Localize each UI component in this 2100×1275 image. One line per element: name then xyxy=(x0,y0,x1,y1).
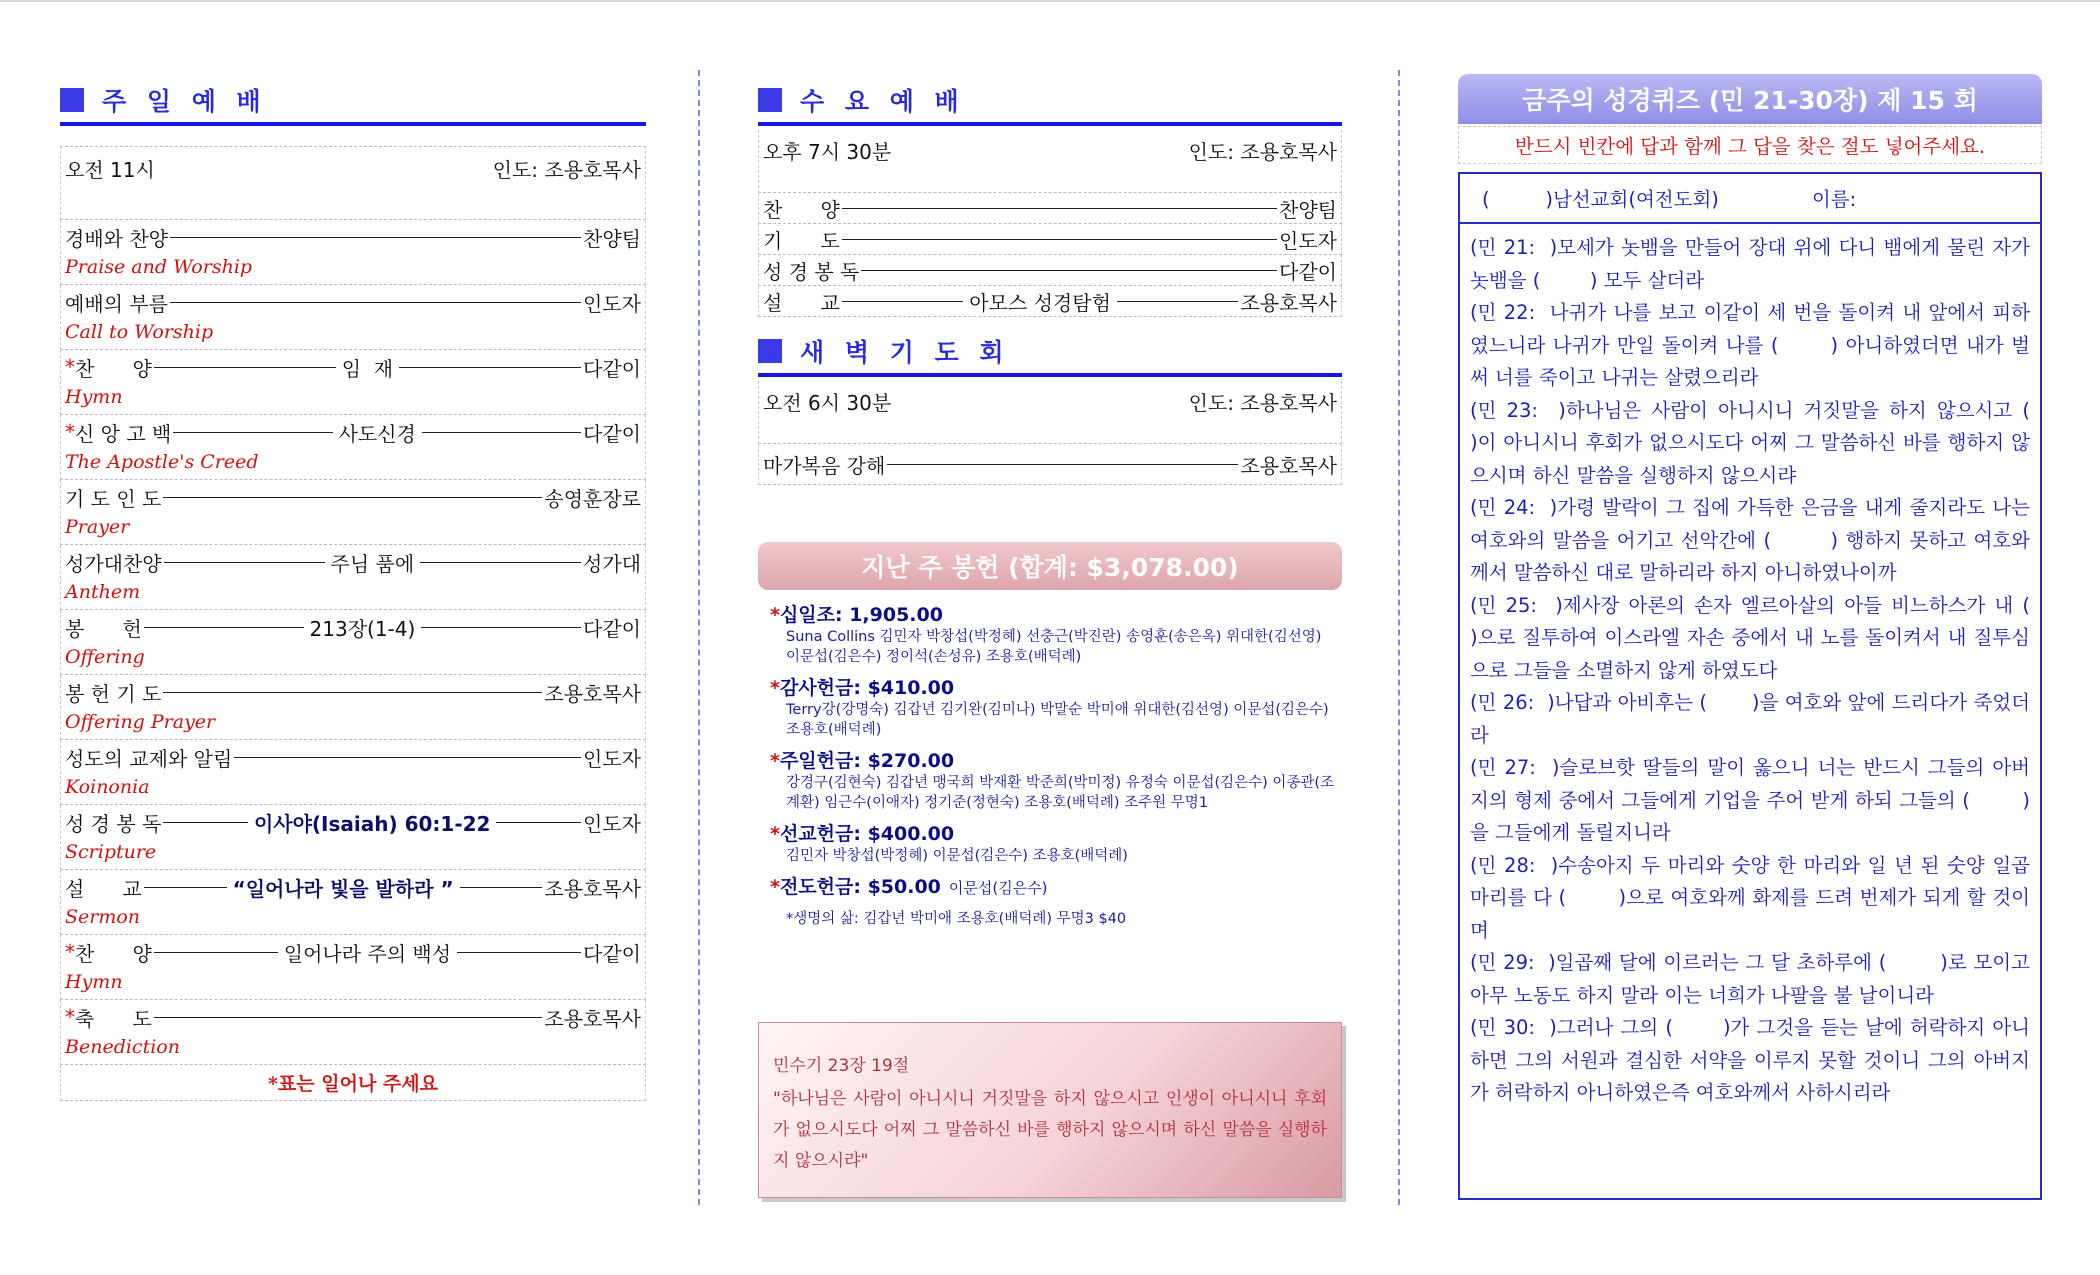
sunday-item-english: Sermon xyxy=(65,906,141,928)
leader-line xyxy=(173,432,332,433)
wednesday-item-line xyxy=(759,255,1341,286)
wednesday-time-row xyxy=(758,130,1342,193)
leader-line xyxy=(154,1017,543,1018)
sunday-item-person: 성가대 xyxy=(583,551,641,576)
sunday-item-detail: 일어나라 주의 백성 xyxy=(283,941,452,966)
sunday-title: 주 일 예 배 xyxy=(102,87,267,116)
sunday-item xyxy=(60,805,646,870)
verse-box xyxy=(758,1022,1342,1198)
sunday-item xyxy=(60,480,646,545)
sunday-item-english: Hymn xyxy=(65,971,123,993)
sunday-item xyxy=(60,285,646,350)
stand-mark: * xyxy=(65,420,75,444)
dawn-title-row xyxy=(758,331,1342,371)
sunday-item-detail: “일어나라 빛을 발하라 ” xyxy=(232,876,454,901)
offering-group-amount: 주일헌금: $270.00 xyxy=(779,750,955,772)
sunday-item-label: 설 교 xyxy=(65,876,142,901)
offering-life-note: *생명의 삶: 김갑년 박미애 조용호(배덕례) 무명3 $40 xyxy=(786,911,1127,927)
sunday-item-person: 다같이 xyxy=(583,941,642,966)
offering-group-amount: 십일조: 1,905.00 xyxy=(779,604,943,626)
sunday-item xyxy=(60,1000,646,1065)
offering-group-amount: 선교헌금: $400.00 xyxy=(779,823,955,845)
asterisk-mark: * xyxy=(770,876,780,898)
sunday-item-label: 신 앙 고 백 xyxy=(75,421,172,446)
sunday-item-english: Call to Worship xyxy=(65,321,214,343)
sunday-item-english: Prayer xyxy=(65,516,130,538)
sunday-item-detail: 이사야(Isaiah) 60:1-22 xyxy=(253,811,491,836)
square-bullet-icon xyxy=(60,88,84,112)
sunday-item-person: 송영훈장로 xyxy=(544,486,641,511)
offering-list xyxy=(770,594,1336,929)
offering-group-names: Terry강(강명숙) 김갑년 김기완(김미나) 박말순 박미애 위대한(김선영) 이문섭(김은수) 조용호(배덕례) xyxy=(786,702,1329,738)
asterisk-mark: * xyxy=(770,823,780,845)
offering-group-names: Suna Collins 김민자 박창섭(박정혜) 선충근(박진란) 송영훈(송은옥) 위대한(김선영) 이문섭(김은수) 정이석(손성유) 조용호(배덕례) xyxy=(786,629,1322,665)
leader-line xyxy=(1117,301,1239,302)
sunday-item-line xyxy=(61,805,645,839)
wednesday-item-label: 성 경 봉 독 xyxy=(763,260,860,284)
sunday-item-english: Praise and Worship xyxy=(65,256,253,278)
dawn-item-person: 조용호목사 xyxy=(1240,453,1337,478)
dawn-item-line xyxy=(759,444,1341,484)
dawn-leader: 인도: 조용호목사 xyxy=(1188,390,1337,415)
dawn-item-label: 마가복음 강해 xyxy=(763,453,886,478)
dawn-title-underline xyxy=(758,373,1342,377)
sunday-item-english: Offering xyxy=(65,646,145,668)
leader-line xyxy=(842,239,1277,240)
sunday-item-line xyxy=(61,220,645,254)
wednesday-item-detail: 아모스 성경탐험 xyxy=(969,291,1111,315)
sunday-time: 오전 11시 xyxy=(65,157,155,182)
wednesday-order-list xyxy=(758,193,1342,317)
sunday-item-person: 인도자 xyxy=(583,746,641,771)
wednesday-item xyxy=(758,286,1342,317)
asterisk-mark: * xyxy=(770,604,780,626)
sunday-item-person: 조용호목사 xyxy=(544,1006,641,1031)
wednesday-item xyxy=(758,193,1342,224)
leader-line xyxy=(164,562,325,563)
quiz-question: (민 30: )그러나 그의 ( )가 그것을 듣는 날에 허락하지 아니하면 그의 서원과 결심한 서약을 이루지 못할 것이니 그의 아버지가 허락하지 아니하였은즉 여호와께서 사하시리라 xyxy=(1470,1016,2030,1104)
sunday-item-english: Hymn xyxy=(65,386,123,408)
offering-group-title xyxy=(770,819,1336,846)
offering-group-names: 강경구(김현숙) 김갑년 맹국희 박재환 박준희(박미정) 유정숙 이문섭(김은수) 이종관(조계환) 임근수(이애자) 정기준(정현숙) 조용호(배덕례) 조주원 무명1 xyxy=(786,775,1335,811)
sunday-item-line xyxy=(61,480,645,514)
quiz-question: (민 27: )슬로브핫 딸들의 말이 옳으니 너는 반드시 그들의 아버지의 형제 중에서 그들에게 기업을 주어 받게 하되 그들의 ( )을 그들에게 돌릴지니라 xyxy=(1470,756,2030,844)
sunday-item-line xyxy=(61,415,645,449)
sunday-item-line xyxy=(61,545,645,579)
wednesday-item-person: 다같이 xyxy=(1279,260,1337,284)
dawn-item xyxy=(758,444,1342,485)
wednesday-item-person: 조용호목사 xyxy=(1240,291,1338,315)
sunday-item-detail: 주님 품에 xyxy=(330,551,415,576)
sunday-item-label: 봉 헌 xyxy=(65,616,142,641)
sunday-title-underline xyxy=(60,122,646,126)
leader-line xyxy=(460,887,543,888)
sunday-footnote-row xyxy=(60,1065,646,1101)
sunday-item-line xyxy=(61,350,645,384)
sunday-item xyxy=(60,545,646,610)
sunday-item xyxy=(60,740,646,805)
offering-group-title xyxy=(770,673,1336,700)
sunday-item-person: 조용호목사 xyxy=(544,876,641,901)
sunday-item-english: Benediction xyxy=(65,1036,180,1058)
sunday-leader: 인도: 조용호목사 xyxy=(492,157,641,182)
sunday-item-label: 찬 양 xyxy=(75,941,152,966)
wednesday-time: 오후 7시 30분 xyxy=(763,139,892,164)
quiz-header xyxy=(1458,74,2042,124)
sunday-item-person: 인도자 xyxy=(583,811,641,836)
quiz-question: (민 25: )제사장 아론의 손자 엘르아살의 아들 비느하스가 내 ( )으로 질투하여 이스라엘 자손 중에서 내 노를 돌이켜서 내 질투심으로 그들을 소멸하지 않게 하였도다 xyxy=(1470,593,2080,682)
sunday-item-label: 성도의 교제와 알림 xyxy=(65,746,233,771)
wednesday-leader: 인도: 조용호목사 xyxy=(1188,139,1337,164)
offering-group-names: 김민자 박창섭(박정혜) 이문섭(김은수) 조용호(배덕례) xyxy=(786,848,1128,864)
asterisk-mark: * xyxy=(770,677,780,699)
wednesday-service xyxy=(758,80,1342,485)
sunday-item xyxy=(60,935,646,1000)
sunday-item-label: 봉 헌 기 도 xyxy=(65,681,162,706)
sunday-item-person: 찬양팀 xyxy=(583,226,641,251)
quiz-entry-row[interactable] xyxy=(1460,174,2040,224)
sunday-item-line xyxy=(61,740,645,774)
leader-line xyxy=(170,237,581,238)
sunday-service xyxy=(60,80,646,1101)
dawn-title: 새 벽 기 도 회 xyxy=(800,338,1010,367)
quiz-question: (민 23: )하나님은 사람이 아니시니 거짓말을 하지 않으시고 ( )이 아니시니 후회가 없으시도다 어찌 그 말씀하신 바를 행하지 않으시며 하신 말씀을 실행하지 않으시랴 xyxy=(1470,398,2080,487)
leader-line xyxy=(170,302,581,303)
sunday-item-english: Koinonia xyxy=(65,776,150,798)
quiz-question: (민 29: )일곱째 달에 이르러는 그 달 초하루에 ( )로 모이고 아무 노동도 하지 말라 이는 너희가 나팔을 불 날이니라 xyxy=(1470,951,2037,1007)
column-divider-1 xyxy=(698,70,700,1205)
stand-mark: * xyxy=(65,940,75,964)
sunday-item xyxy=(60,610,646,675)
stand-mark: * xyxy=(65,1005,75,1029)
sunday-item-label: 축 도 xyxy=(75,1006,152,1031)
wednesday-title-row xyxy=(758,80,1342,120)
wednesday-item-line xyxy=(759,224,1341,255)
offering-group-title xyxy=(770,872,1336,899)
sunday-item xyxy=(60,220,646,285)
leader-line xyxy=(163,497,542,498)
square-bullet-icon xyxy=(758,88,782,112)
sunday-item xyxy=(60,870,646,935)
sunday-item xyxy=(60,415,646,480)
quiz-question: (민 26: )나답과 아비후는 ( )을 여호와 앞에 드리다가 죽었더라 xyxy=(1470,691,2030,747)
sunday-time-row xyxy=(60,146,646,220)
quiz-title: 금주의 성경퀴즈 (민 21-30장) 제 15 회 xyxy=(1522,86,1978,115)
wednesday-item xyxy=(758,224,1342,255)
sunday-order-list xyxy=(60,220,646,1065)
stand-mark: * xyxy=(65,355,75,379)
wednesday-title-underline xyxy=(758,122,1342,126)
sunday-item-person: 다같이 xyxy=(583,616,641,641)
quiz-question: (민 22: 나귀가 나를 보고 이같이 세 번을 돌이켜 내 앞에서 피하였느니라 나귀가 만일 돌이켜 나를 ( ) 아니하였더면 내가 벌써 너를 죽이고 나귀는 살렸으리라 xyxy=(1470,301,2030,389)
sunday-item-label: 경배와 찬양 xyxy=(65,226,168,251)
wednesday-item-person: 찬양팀 xyxy=(1279,198,1337,222)
leader-line xyxy=(457,952,581,953)
sunday-item-label: 성 경 봉 독 xyxy=(65,811,162,836)
wednesday-item-label: 기 도 xyxy=(763,229,840,253)
sunday-item-line xyxy=(61,610,645,644)
quiz-question: (민 28: )수송아지 두 마리와 숫양 한 마리와 일 년 된 숫양 일곱 마리를 다 ( )으로 여호와께 화제를 드려 번제가 되게 할 것이며 xyxy=(1470,853,2037,942)
leader-line xyxy=(154,952,278,953)
offering-group-title xyxy=(770,746,1336,773)
wednesday-item-line xyxy=(759,193,1341,224)
sunday-item-detail: 임 재 xyxy=(341,356,394,381)
leader-line xyxy=(422,432,581,433)
leader-line xyxy=(399,367,581,368)
sunday-item-line xyxy=(61,675,645,709)
leader-line xyxy=(234,757,581,758)
wednesday-title: 수 요 예 배 xyxy=(800,87,965,116)
verse-text: "하나님은 사람이 아니시니 거짓말을 하지 않으시고 인생이 아니시니 후회가 없으시도다 어찌 그 말씀하신 바를 행하지 않으시며 하신 말씀을 실행하지 않으시랴" xyxy=(773,1089,1327,1171)
sunday-item-label: 성가대찬양 xyxy=(65,551,162,576)
sunday-item-label: 찬 양 xyxy=(75,356,152,381)
asterisk-mark: * xyxy=(770,750,780,772)
offering-group-amount: 전도헌금: $50.00 xyxy=(779,876,941,898)
quiz-question: (민 24: )가령 발락이 그 집에 가득한 은금을 내게 줄지라도 나는 여호와의 말씀을 어기고 선악간에 ( ) 행하지 못하고 여호와께서 말씀하신 대로 말하리라 하지 아니하였나이까 xyxy=(1470,496,2037,584)
sunday-footnote: *표는 일어나 주세요 xyxy=(268,1073,438,1095)
leader-line xyxy=(861,270,1277,271)
sunday-item-english: Offering Prayer xyxy=(65,711,216,733)
offering-group-title xyxy=(770,600,1336,627)
sunday-item-line xyxy=(61,870,645,904)
leader-line xyxy=(163,822,248,823)
sunday-item-person: 인도자 xyxy=(583,291,641,316)
sunday-item-label: 기 도 인 도 xyxy=(65,486,162,511)
sunday-item-detail: 213장(1-4) xyxy=(309,616,416,641)
offering-title: 지난 주 봉헌 (합계: $3,078.00) xyxy=(861,553,1239,582)
leader-line xyxy=(421,627,581,628)
wednesday-item-person: 인도자 xyxy=(1279,229,1337,253)
dawn-time: 오전 6시 30분 xyxy=(763,390,892,415)
offering-header xyxy=(758,542,1342,590)
leader-line xyxy=(842,301,964,302)
quiz-entry-field: ( )남선교회(여전도회) 이름: xyxy=(1482,188,1857,211)
leader-line xyxy=(887,464,1238,465)
quiz-instruction: 반드시 빈칸에 답과 함께 그 답을 찾은 절도 넣어주세요. xyxy=(1514,135,1986,158)
sunday-item-english: The Apostle's Creed xyxy=(65,451,259,473)
sunday-item-line xyxy=(61,1000,645,1034)
sunday-title-row xyxy=(60,80,646,120)
wednesday-item-label: 설 교 xyxy=(763,291,840,315)
sunday-item-label: 예배의 부름 xyxy=(65,291,168,316)
leader-line xyxy=(144,887,227,888)
quiz-question-list xyxy=(1460,224,2080,1110)
offering-group-names: 이문섭(김은수) xyxy=(948,879,1048,897)
sunday-item-person: 다같이 xyxy=(583,356,641,381)
dawn-time-row xyxy=(758,381,1342,444)
top-border xyxy=(0,0,2100,2)
column-divider-2 xyxy=(1398,70,1400,1205)
sunday-item-line xyxy=(61,935,645,969)
verse-reference: 민수기 23장 19절 xyxy=(773,1056,910,1076)
dawn-order-list xyxy=(758,444,1342,485)
quiz-question: (민 21: )모세가 놋뱀을 만들어 장대 위에 다니 뱀에게 물린 자가 놋뱀을 ( ) 모두 살더라 xyxy=(1470,236,2037,292)
sunday-item-person: 조용호목사 xyxy=(544,681,641,706)
sunday-item-person: 다같이 xyxy=(583,421,642,446)
sunday-item xyxy=(60,350,646,415)
leader-line xyxy=(496,822,581,823)
leader-line xyxy=(144,627,304,628)
sunday-item-english: Anthem xyxy=(65,581,141,603)
offering-group-amount: 감사헌금: $410.00 xyxy=(779,677,955,699)
wednesday-item-label: 찬 양 xyxy=(763,198,840,222)
quiz-box xyxy=(1458,172,2080,1200)
sunday-item xyxy=(60,675,646,740)
sunday-item-detail: 사도신경 xyxy=(338,421,416,446)
wednesday-item xyxy=(758,255,1342,286)
wednesday-item-line xyxy=(759,286,1341,317)
leader-line xyxy=(154,367,336,368)
sunday-item-english: Scripture xyxy=(65,841,157,863)
sunday-item-line xyxy=(61,285,645,319)
square-bullet-icon xyxy=(758,339,782,363)
leader-line xyxy=(842,208,1277,209)
leader-line xyxy=(420,562,581,563)
quiz-instruction-row xyxy=(1458,126,2042,164)
leader-line xyxy=(163,692,542,693)
